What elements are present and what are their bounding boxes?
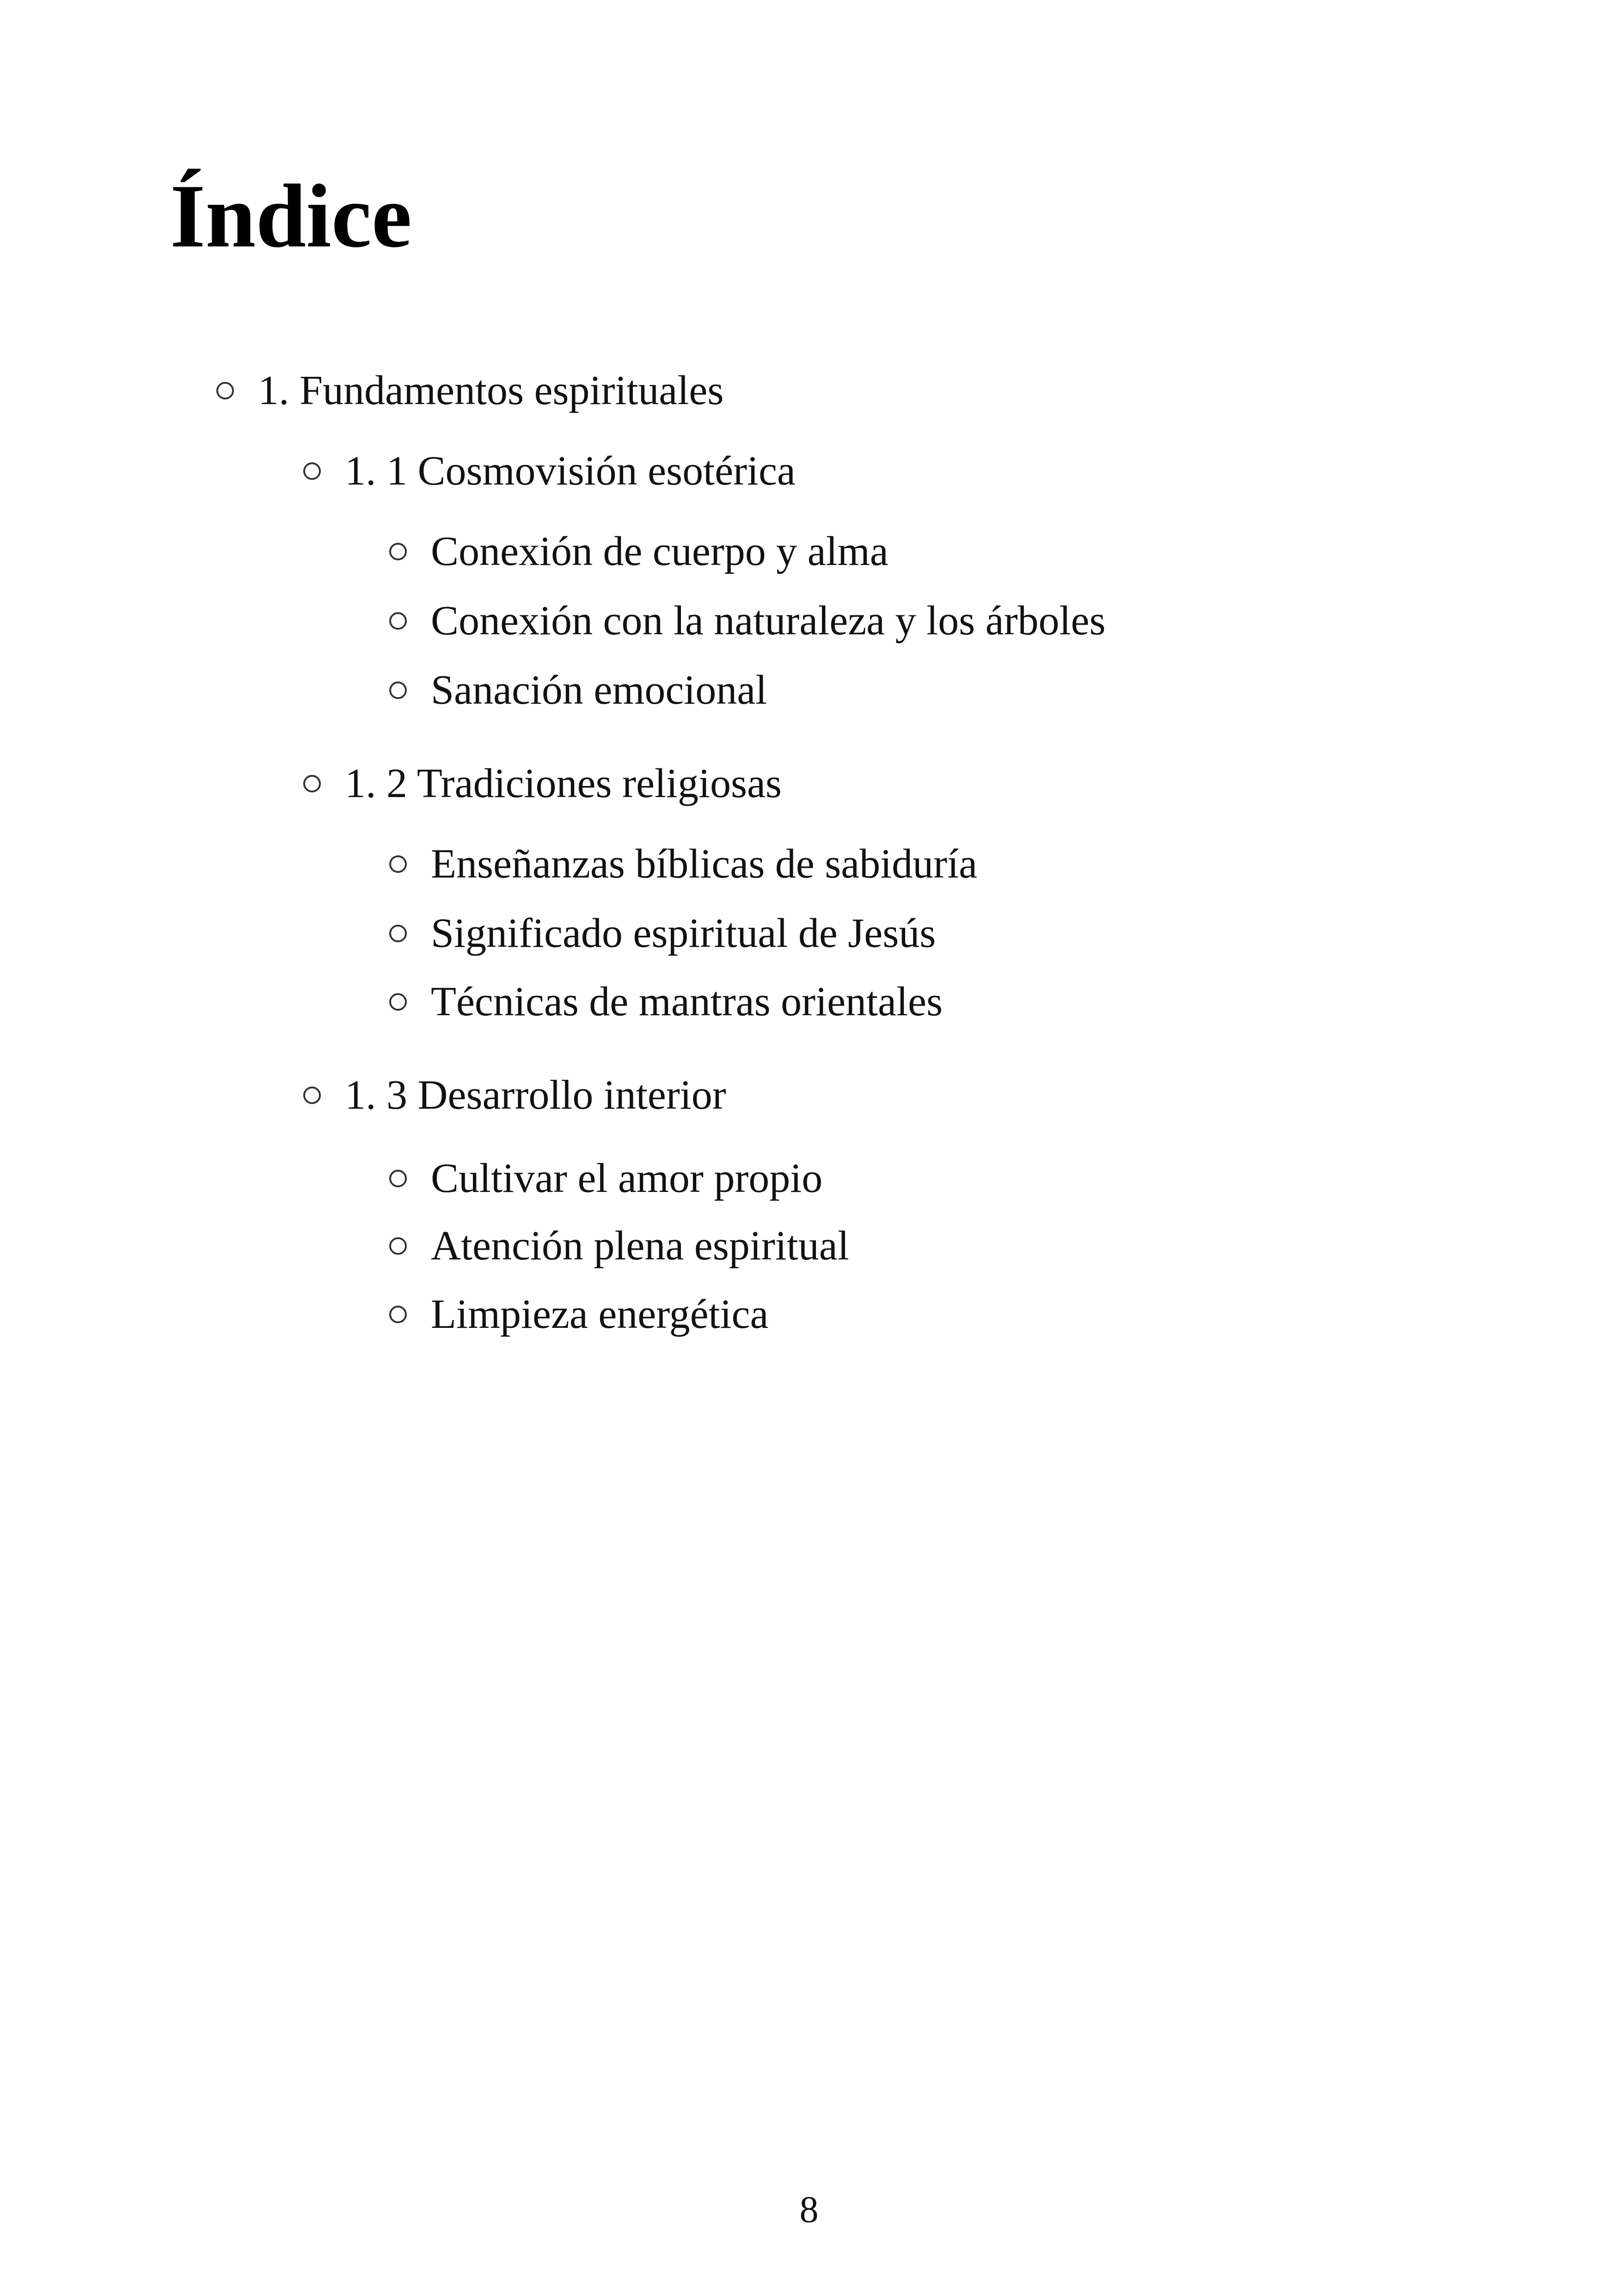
hollow-circle-icon [389,925,407,942]
hollow-circle-icon [389,1237,407,1255]
toc-item-label: Significado espiritual de Jesús [431,910,936,956]
toc-subsection [303,1074,726,1116]
toc-section [216,370,723,411]
toc-item [389,528,889,574]
toc-item-label: Técnicas de mantras orientales [431,979,943,1025]
hollow-circle-icon [389,855,407,873]
toc-subsection-label: 1. 2 Tradiciones religiosas [345,761,782,806]
hollow-circle-icon [389,993,407,1011]
hollow-circle-icon [389,612,407,630]
toc-item-label: Atención plena espiritual [431,1223,849,1269]
toc-subsection-label: 1. 1 Cosmovisión esotérica [345,448,796,494]
toc-item [389,600,1106,642]
toc-subsection [303,450,796,492]
toc-subsection [303,763,782,804]
toc-item [389,669,767,711]
hollow-circle-icon [389,1306,407,1323]
page-title: Índice [170,166,412,266]
toc-item [389,1155,823,1201]
hollow-circle-icon [389,543,407,560]
toc-subsection-label: 1. 3 Desarrollo interior [345,1072,726,1118]
toc-section-label: 1. Fundamentos espirituales [258,368,724,413]
hollow-circle-icon [389,681,407,699]
toc-item [389,1291,769,1337]
toc-item-label: Sanación emocional [431,667,767,713]
toc-item [389,910,936,956]
toc-item-label: Limpieza energética [431,1291,769,1337]
page-number: 8 [799,2188,819,2230]
hollow-circle-icon [303,775,321,792]
toc-item-label: Cultivar el amor propio [431,1155,823,1201]
hollow-circle-icon [389,1170,407,1187]
toc-item [389,1225,849,1267]
toc-item-label: Enseñanzas bíblicas de sabiduría [431,841,978,887]
toc-item-label: Conexión con la naturaleza y los árboles [431,598,1106,644]
hollow-circle-icon [303,462,321,480]
hollow-circle-icon [303,1087,321,1104]
toc-item [389,843,977,885]
toc-item [389,981,943,1023]
toc-item-label: Conexión de cuerpo y alma [431,528,889,574]
hollow-circle-icon [216,382,234,399]
